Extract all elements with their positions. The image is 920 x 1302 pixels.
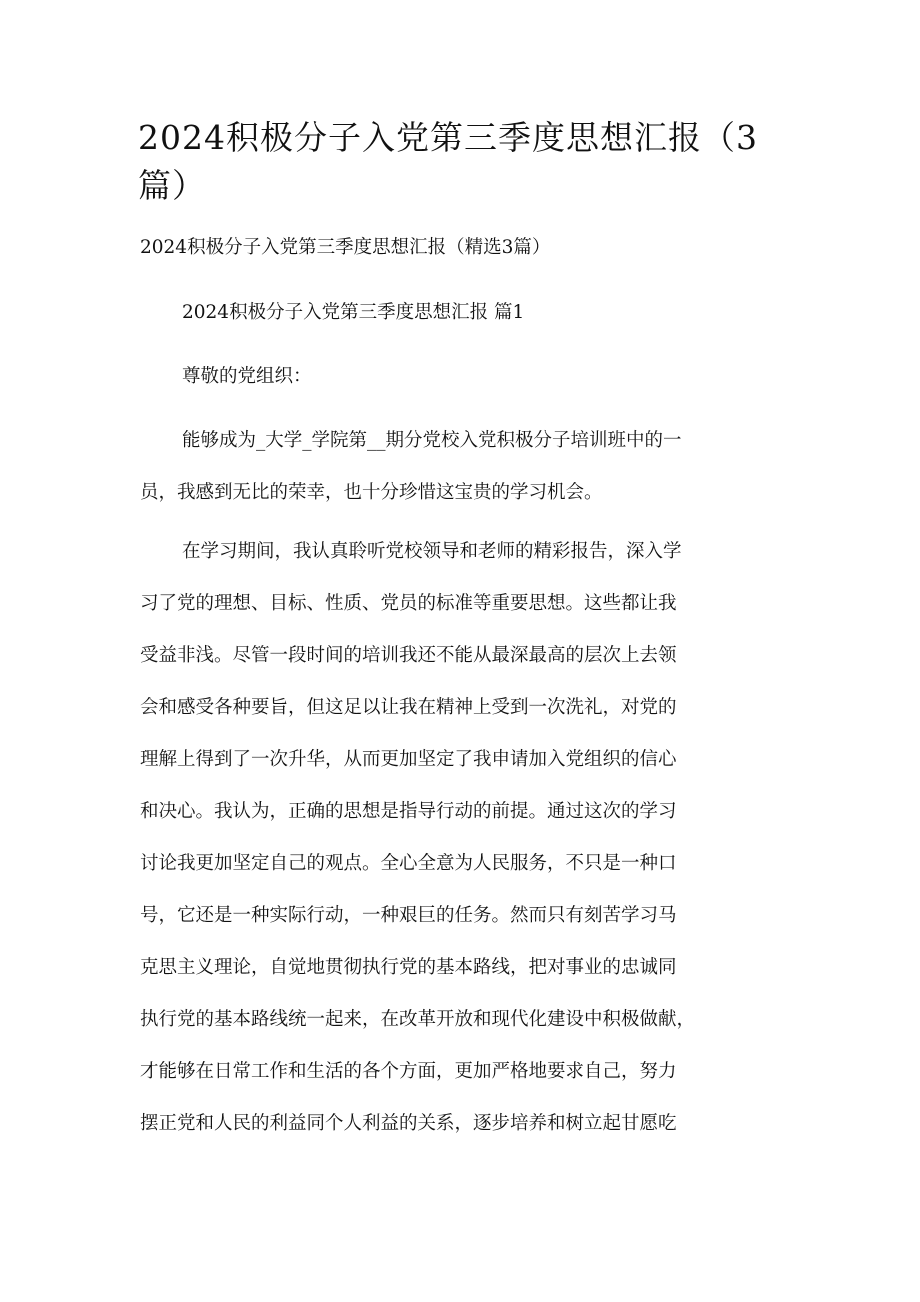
paragraph-line: 和决心。我认为，正确的思想是指导行动的前提。通过这次的学习 [140, 801, 677, 822]
body-paragraph-1 [140, 426, 682, 508]
paragraph-line: 能够成为_大学_学院第__期分党校入党积极分子培训班中的一 [182, 430, 682, 451]
document-subtitle: 2024积极分子入党第三季度思想汇报（精选3篇） [140, 237, 551, 258]
paragraph-line: 受益非浅。尽管一段时间的培训我还不能从最深最高的层次上去领 [140, 645, 677, 666]
paragraph-line: 克思主义理论，自觉地贯彻执行党的基本路线，把对事业的忠诚同 [140, 957, 677, 978]
body-paragraph-2 [140, 537, 695, 1139]
paragraph-line: 才能够在日常工作和生活的各个方面，更加严格地要求自己，努力 [140, 1061, 677, 1082]
salutation: 尊敬的党组织： [182, 366, 312, 387]
paragraph-line: 号，它还是一种实际行动，一种艰巨的任务。然而只有刻苦学习马 [140, 905, 677, 926]
paragraph-line: 执行党的基本路线统一起来，在改革开放和现代化建设中积极做献， [140, 1009, 696, 1030]
paragraph-line: 会和感受各种要旨，但这足以让我在精神上受到一次洗礼，对党的 [140, 697, 677, 718]
document-title: 2024积极分子入党第三季度思想汇报（3篇） [138, 118, 758, 205]
paragraph-line: 在学习期间，我认真聆听党校领导和老师的精彩报告，深入学 [182, 541, 682, 562]
paragraph-line: 习了党的理想、目标、性质、党员的标准等重要思想。这些都让我 [140, 593, 677, 614]
paragraph-line: 理解上得到了一次升华，从而更加坚定了我申请加入党组织的信心 [140, 749, 677, 770]
paragraph-line: 员，我感到无比的荣幸，也十分珍惜这宝贵的学习机会。 [140, 482, 603, 503]
section-heading: 2024积极分子入党第三季度思想汇报 篇1 [182, 302, 525, 323]
paragraph-line: 摆正党和人民的利益同个人利益的关系，逐步培养和树立起甘愿吃 [140, 1113, 677, 1134]
paragraph-line: 讨论我更加坚定自己的观点。全心全意为人民服务，不只是一种口 [140, 853, 677, 874]
